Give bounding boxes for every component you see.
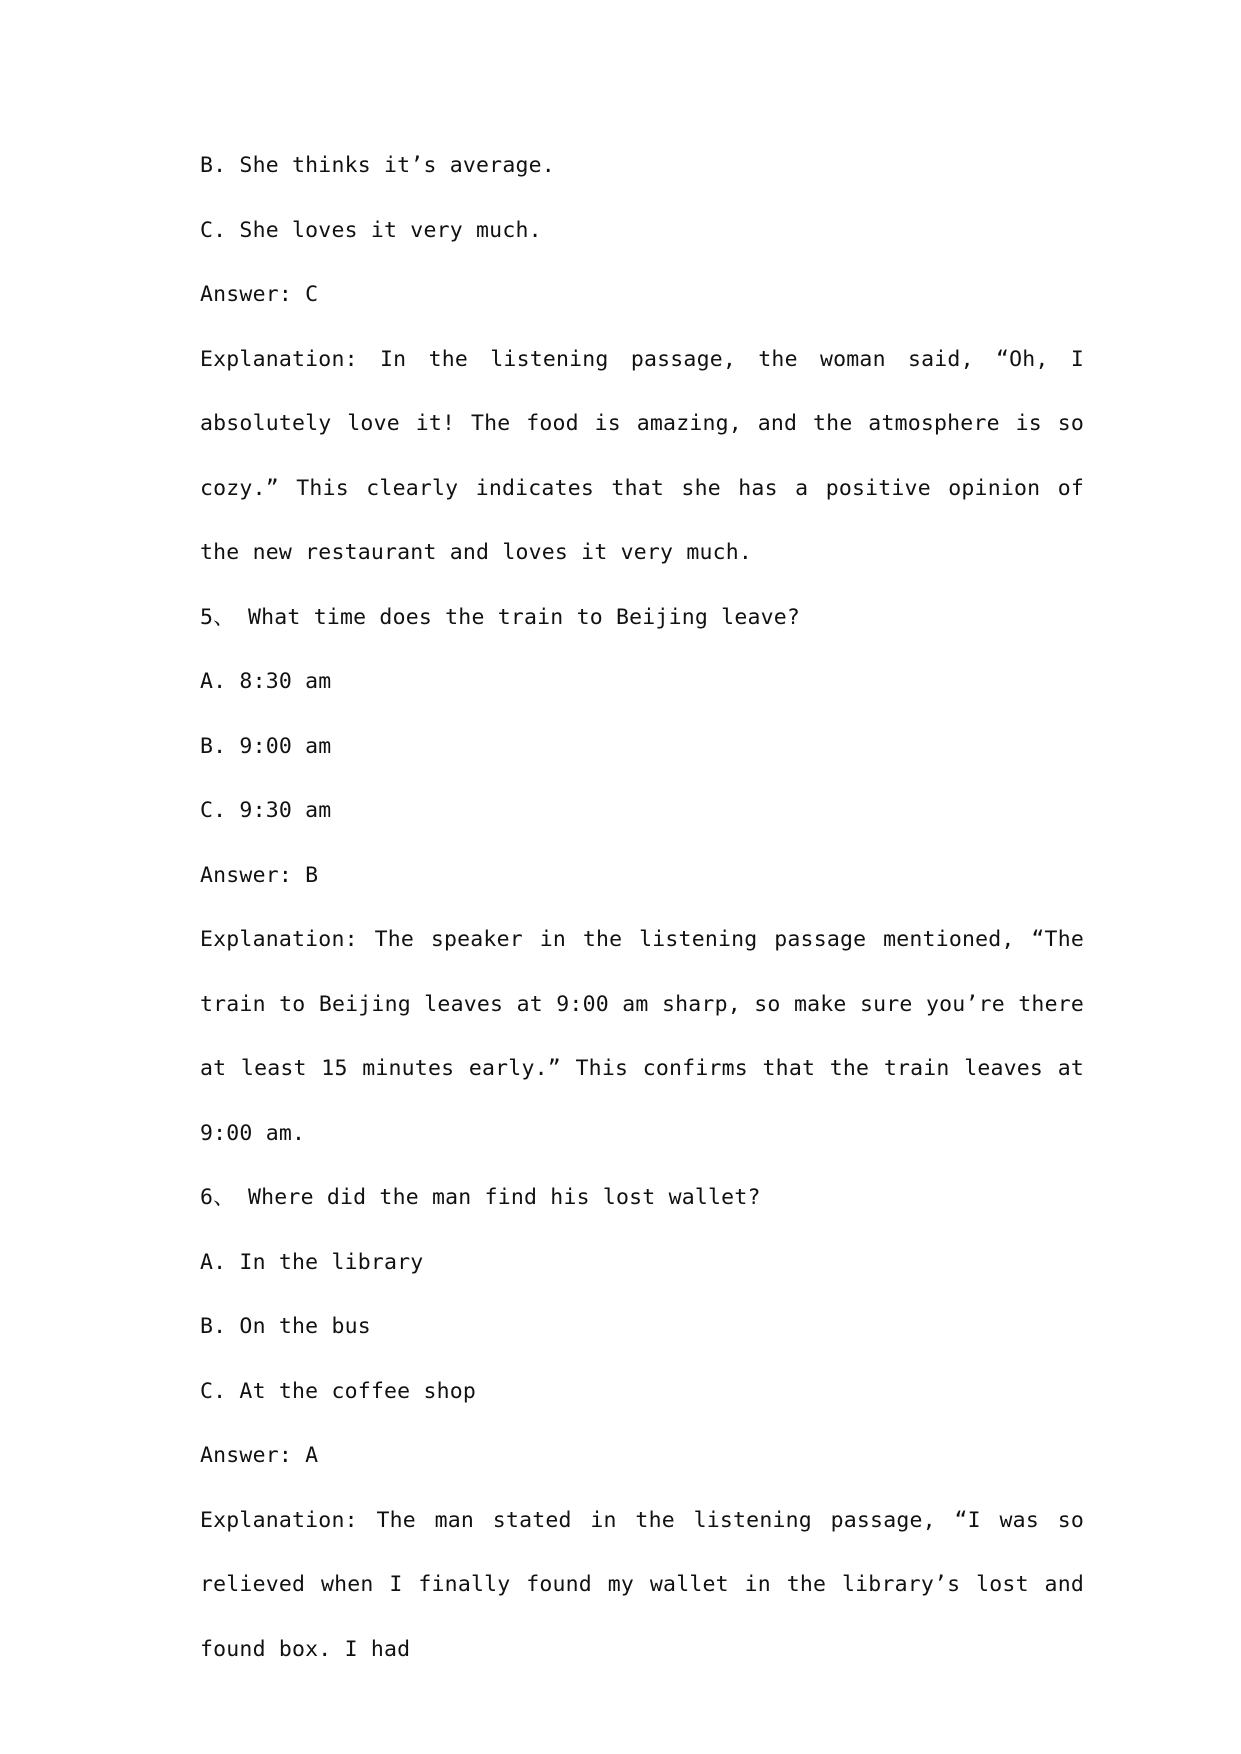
q6-question: 6、 Where did the man find his lost wallet? xyxy=(200,1185,761,1210)
q5-question: 5、 What time does the train to Beijing leave? xyxy=(200,604,801,630)
q4-option-c: C. She loves it very much. xyxy=(200,217,542,243)
document-body xyxy=(200,134,1084,1682)
q6-explanation: Explanation: The man stated in the listening passage, “I was so relieved when I finally found my wallet in the library’s lost and found box. I had xyxy=(200,1507,1084,1662)
q4-explanation: Explanation: In the listening passage, the woman said, “Oh, I absolutely love it! The food is amazing, and the atmosphere is so cozy.” This clearly indicates that she has a positive opinion of the new restaurant and loves it very much. xyxy=(200,346,1084,565)
q5-option-b: B. 9:00 am xyxy=(200,733,332,759)
q4-answer: Answer: C xyxy=(200,282,319,307)
q6-option-c: C. At the coffee shop xyxy=(200,1378,477,1404)
q5-option-c: C. 9:30 am xyxy=(200,798,332,823)
q5-explanation: Explanation: The speaker in the listening passage mentioned, “The train to Beijing leaves at 9:00 am sharp, so make sure you’re there at least 15 minutes early.” This confirms that the train leaves at 9:00 am. xyxy=(200,927,1084,1146)
q6-answer: Answer: A xyxy=(200,1443,319,1468)
q5-answer: Answer: B xyxy=(200,862,319,888)
q6-option-b: B. On the bus xyxy=(200,1314,371,1339)
q5-option-a: A. 8:30 am xyxy=(200,669,332,694)
q6-option-a: A. In the library xyxy=(200,1249,424,1275)
q4-option-b: B. She thinks it’s average. xyxy=(200,153,555,178)
